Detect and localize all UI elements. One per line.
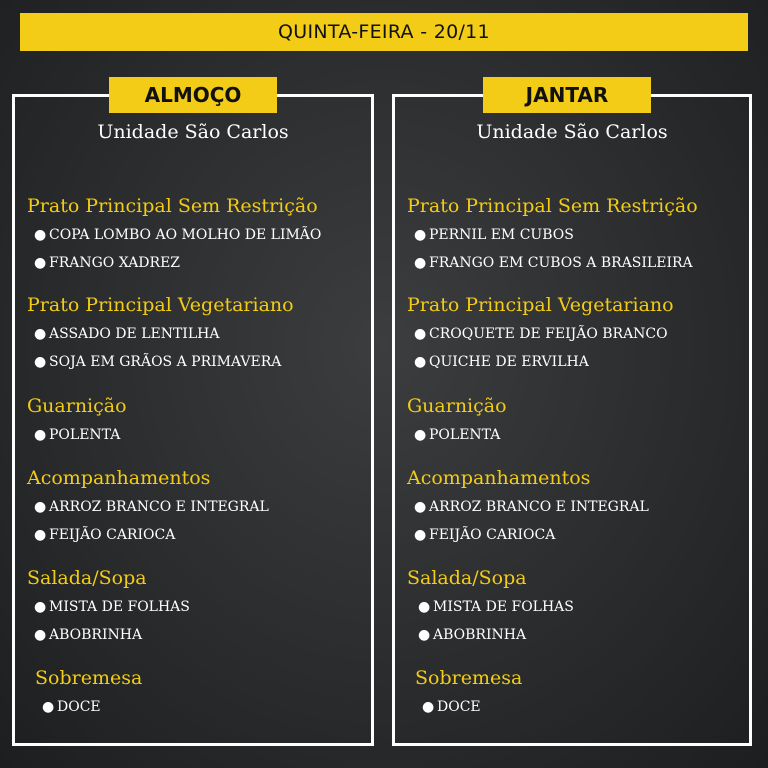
list-item: ● FEIJÃO CARIOCA [407, 521, 649, 549]
list-item: ● MISTA DE FOLHAS [27, 593, 190, 621]
dinner-section-accompaniments [407, 467, 649, 549]
dinner-section-side [407, 395, 507, 449]
day-title: QUINTA-FEIRA - 20/11 [278, 21, 490, 43]
list-item: ● ABOBRINHA [27, 621, 190, 649]
section-title: Salada/Sopa [407, 567, 527, 589]
list-item: ● FEIJÃO CARIOCA [27, 521, 269, 549]
bullet-icon: ● [34, 499, 47, 515]
bullet-icon: ● [414, 326, 427, 342]
list-item: ● COPA LOMBO AO MOLHO DE LIMÃO [27, 221, 321, 249]
bullet-icon: ● [34, 427, 47, 443]
bullet-icon: ● [34, 326, 47, 342]
bullet-icon: ● [414, 354, 427, 370]
bullet-icon: ● [34, 627, 47, 643]
section-title: Salada/Sopa [27, 567, 147, 589]
section-title: Acompanhamentos [407, 467, 591, 489]
lunch-section-dessert [35, 667, 142, 721]
section-title: Prato Principal Sem Restrição [27, 195, 318, 217]
lunch-section-accompaniments [27, 467, 269, 549]
section-title: Guarnição [27, 395, 127, 417]
lunch-section-vegetarian [27, 294, 294, 376]
lunch-section-side [27, 395, 127, 449]
bullet-icon: ● [34, 354, 47, 370]
bullet-icon: ● [34, 227, 47, 243]
lunch-panel [12, 83, 374, 746]
dinner-section-dessert [415, 667, 522, 721]
section-title: Sobremesa [35, 667, 143, 689]
section-title: Prato Principal Vegetariano [407, 294, 674, 316]
list-item: ● ABOBRINHA [411, 621, 574, 649]
bullet-icon: ● [418, 627, 431, 643]
lunch-section-salad [27, 567, 190, 649]
bullet-icon: ● [414, 255, 427, 271]
list-item: ● POLENTA [27, 421, 127, 449]
bullet-icon: ● [414, 427, 427, 443]
lunch-tag [109, 77, 277, 113]
list-item: ● FRANGO EM CUBOS A BRASILEIRA [407, 249, 698, 277]
bullet-icon: ● [422, 699, 435, 715]
lunch-tag-label: ALMOÇO [144, 83, 242, 107]
lunch-unit: Unidade São Carlos [97, 121, 289, 143]
list-item: ● POLENTA [407, 421, 507, 449]
list-item: ● SOJA EM GRÃOS A PRIMAVERA [27, 348, 294, 376]
bullet-icon: ● [34, 255, 47, 271]
list-item: ● QUICHE DE ERVILHA [407, 348, 674, 376]
list-item: ● DOCE [415, 693, 522, 721]
section-title: Guarnição [407, 395, 507, 417]
dinner-section-main [407, 195, 698, 277]
lunch-section-main [27, 195, 321, 277]
dinner-tag-label: JANTAR [525, 83, 609, 107]
bullet-icon: ● [418, 599, 431, 615]
section-title: Prato Principal Sem Restrição [407, 195, 698, 217]
section-title: Prato Principal Vegetariano [27, 294, 294, 316]
dinner-panel [392, 83, 752, 746]
list-item: ● FRANGO XADREZ [27, 249, 321, 277]
dinner-section-salad [407, 567, 574, 649]
dinner-unit: Unidade São Carlos [476, 121, 668, 143]
bullet-icon: ● [414, 527, 427, 543]
bullet-icon: ● [414, 227, 427, 243]
list-item: ● ASSADO DE LENTILHA [27, 320, 294, 348]
list-item: ● ARROZ BRANCO E INTEGRAL [27, 493, 269, 521]
bullet-icon: ● [414, 499, 427, 515]
list-item: ● DOCE [35, 693, 142, 721]
bullet-icon: ● [42, 699, 55, 715]
section-title: Sobremesa [415, 667, 523, 689]
list-item: ● ARROZ BRANCO E INTEGRAL [407, 493, 649, 521]
dinner-section-vegetarian [407, 294, 674, 376]
section-title: Acompanhamentos [27, 467, 211, 489]
dinner-tag [483, 77, 651, 113]
list-item: ● PERNIL EM CUBOS [407, 221, 698, 249]
bullet-icon: ● [34, 527, 47, 543]
list-item: ● CROQUETE DE FEIJÃO BRANCO [407, 320, 674, 348]
list-item: ● MISTA DE FOLHAS [411, 593, 574, 621]
bullet-icon: ● [34, 599, 47, 615]
day-banner [20, 13, 748, 51]
